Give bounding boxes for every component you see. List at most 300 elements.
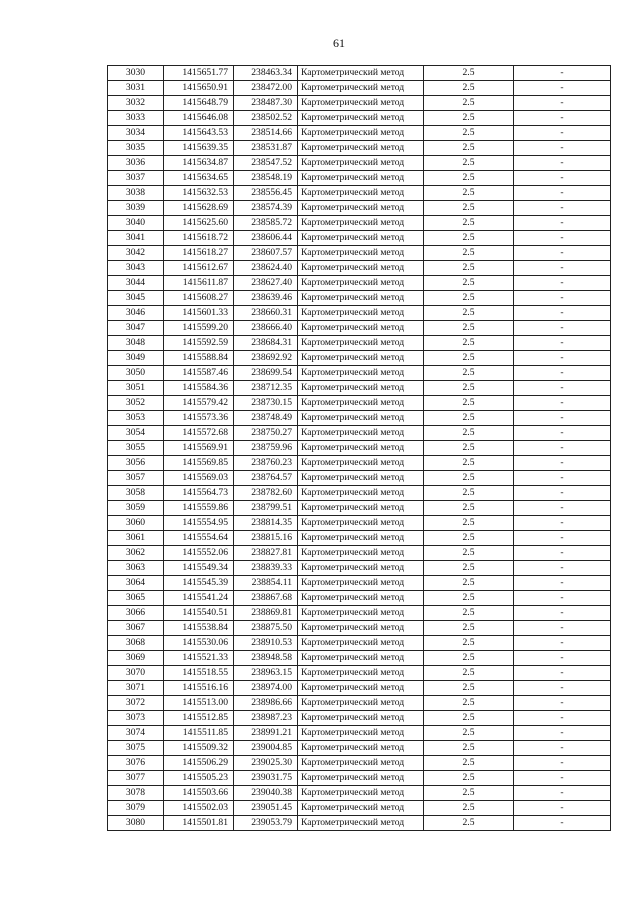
table-row [108,606,611,621]
accuracy-cell: 2.5 [424,156,514,171]
y-coordinate-cell: 238531.87 [234,141,298,156]
point-number-cell: 3067 [108,621,164,636]
method-cell: Картометрический метод [298,261,424,276]
table-row [108,561,611,576]
x-coordinate-cell: 1415612.67 [164,261,234,276]
accuracy-cell: 2.5 [424,651,514,666]
table-row [108,261,611,276]
extra-cell: - [514,516,611,531]
accuracy-cell: 2.5 [424,291,514,306]
x-coordinate-cell: 1415559.86 [164,501,234,516]
y-coordinate-cell: 238699.54 [234,366,298,381]
accuracy-cell: 2.5 [424,216,514,231]
x-coordinate-cell: 1415552.06 [164,546,234,561]
table-row [108,786,611,801]
table-row [108,591,611,606]
table-row [108,456,611,471]
table-row [108,66,611,81]
accuracy-cell: 2.5 [424,681,514,696]
extra-cell: - [514,726,611,741]
method-cell: Картометрический метод [298,636,424,651]
y-coordinate-cell: 238827.81 [234,546,298,561]
extra-cell: - [514,801,611,816]
point-number-cell: 3073 [108,711,164,726]
x-coordinate-cell: 1415569.85 [164,456,234,471]
table-row [108,381,611,396]
extra-cell: - [514,366,611,381]
x-coordinate-cell: 1415573.36 [164,411,234,426]
table-row [108,711,611,726]
method-cell: Картометрический метод [298,546,424,561]
accuracy-cell: 2.5 [424,576,514,591]
x-coordinate-cell: 1415648.79 [164,96,234,111]
x-coordinate-cell: 1415501.81 [164,816,234,831]
method-cell: Картометрический метод [298,216,424,231]
table-row [108,771,611,786]
method-cell: Картометрический метод [298,81,424,96]
point-number-cell: 3061 [108,531,164,546]
extra-cell: - [514,111,611,126]
point-number-cell: 3042 [108,246,164,261]
method-cell: Картометрический метод [298,681,424,696]
y-coordinate-cell: 238764.57 [234,471,298,486]
method-cell: Картометрический метод [298,501,424,516]
method-cell: Картометрический метод [298,666,424,681]
accuracy-cell: 2.5 [424,81,514,96]
table-row [108,411,611,426]
accuracy-cell: 2.5 [424,801,514,816]
x-coordinate-cell: 1415643.53 [164,126,234,141]
accuracy-cell: 2.5 [424,696,514,711]
method-cell: Картометрический метод [298,621,424,636]
y-coordinate-cell: 238692.92 [234,351,298,366]
extra-cell: - [514,276,611,291]
x-coordinate-cell: 1415632.53 [164,186,234,201]
point-number-cell: 3078 [108,786,164,801]
method-cell: Картометрический метод [298,411,424,426]
accuracy-cell: 2.5 [424,246,514,261]
table-row [108,636,611,651]
method-cell: Картометрический метод [298,486,424,501]
accuracy-cell: 2.5 [424,426,514,441]
x-coordinate-cell: 1415511.85 [164,726,234,741]
table-row [108,501,611,516]
point-number-cell: 3060 [108,516,164,531]
accuracy-cell: 2.5 [424,276,514,291]
method-cell: Картометрический метод [298,66,424,81]
method-cell: Картометрический метод [298,471,424,486]
point-number-cell: 3064 [108,576,164,591]
point-number-cell: 3063 [108,561,164,576]
extra-cell: - [514,261,611,276]
accuracy-cell: 2.5 [424,666,514,681]
point-number-cell: 3055 [108,441,164,456]
point-number-cell: 3043 [108,261,164,276]
y-coordinate-cell: 238547.52 [234,156,298,171]
y-coordinate-cell: 238639.46 [234,291,298,306]
extra-cell: - [514,291,611,306]
y-coordinate-cell: 238574.39 [234,201,298,216]
method-cell: Картометрический метод [298,96,424,111]
y-coordinate-cell: 238869.81 [234,606,298,621]
extra-cell: - [514,816,611,831]
x-coordinate-cell: 1415569.91 [164,441,234,456]
table-row [108,801,611,816]
y-coordinate-cell: 238987.23 [234,711,298,726]
point-number-cell: 3036 [108,156,164,171]
method-cell: Картометрический метод [298,336,424,351]
x-coordinate-cell: 1415545.39 [164,576,234,591]
y-coordinate-cell: 238660.31 [234,306,298,321]
point-number-cell: 3045 [108,291,164,306]
y-coordinate-cell: 238487.30 [234,96,298,111]
point-number-cell: 3041 [108,231,164,246]
x-coordinate-cell: 1415599.20 [164,321,234,336]
accuracy-cell: 2.5 [424,816,514,831]
x-coordinate-cell: 1415502.03 [164,801,234,816]
extra-cell: - [514,591,611,606]
point-number-cell: 3053 [108,411,164,426]
y-coordinate-cell: 239051.45 [234,801,298,816]
extra-cell: - [514,171,611,186]
y-coordinate-cell: 238585.72 [234,216,298,231]
table-row [108,426,611,441]
accuracy-cell: 2.5 [424,231,514,246]
y-coordinate-cell: 238815.16 [234,531,298,546]
method-cell: Картометрический метод [298,351,424,366]
extra-cell: - [514,246,611,261]
accuracy-cell: 2.5 [424,756,514,771]
x-coordinate-cell: 1415572.68 [164,426,234,441]
y-coordinate-cell: 238514.66 [234,126,298,141]
x-coordinate-cell: 1415639.35 [164,141,234,156]
x-coordinate-cell: 1415530.06 [164,636,234,651]
point-number-cell: 3079 [108,801,164,816]
method-cell: Картометрический метод [298,516,424,531]
x-coordinate-cell: 1415579.42 [164,396,234,411]
table-row [108,216,611,231]
accuracy-cell: 2.5 [424,186,514,201]
method-cell: Картометрический метод [298,591,424,606]
extra-cell: - [514,441,611,456]
y-coordinate-cell: 238910.53 [234,636,298,651]
accuracy-cell: 2.5 [424,96,514,111]
y-coordinate-cell: 238759.96 [234,441,298,456]
method-cell: Картометрический метод [298,141,424,156]
table-row [108,126,611,141]
coordinates-table-body [108,66,611,831]
x-coordinate-cell: 1415628.69 [164,201,234,216]
extra-cell: - [514,546,611,561]
extra-cell: - [514,336,611,351]
table-row [108,246,611,261]
y-coordinate-cell: 239040.38 [234,786,298,801]
point-number-cell: 3076 [108,756,164,771]
accuracy-cell: 2.5 [424,726,514,741]
point-number-cell: 3039 [108,201,164,216]
x-coordinate-cell: 1415634.87 [164,156,234,171]
point-number-cell: 3049 [108,351,164,366]
table-row [108,231,611,246]
x-coordinate-cell: 1415569.03 [164,471,234,486]
y-coordinate-cell: 239004.85 [234,741,298,756]
method-cell: Картометрический метод [298,156,424,171]
x-coordinate-cell: 1415538.84 [164,621,234,636]
method-cell: Картометрический метод [298,531,424,546]
method-cell: Картометрический метод [298,726,424,741]
x-coordinate-cell: 1415608.27 [164,291,234,306]
y-coordinate-cell: 238867.68 [234,591,298,606]
table-row [108,651,611,666]
method-cell: Картометрический метод [298,246,424,261]
accuracy-cell: 2.5 [424,201,514,216]
extra-cell: - [514,396,611,411]
method-cell: Картометрический метод [298,321,424,336]
method-cell: Картометрический метод [298,381,424,396]
table-row [108,546,611,561]
x-coordinate-cell: 1415509.32 [164,741,234,756]
method-cell: Картометрический метод [298,771,424,786]
accuracy-cell: 2.5 [424,381,514,396]
point-number-cell: 3033 [108,111,164,126]
x-coordinate-cell: 1415587.46 [164,366,234,381]
x-coordinate-cell: 1415506.29 [164,756,234,771]
extra-cell: - [514,411,611,426]
point-number-cell: 3035 [108,141,164,156]
extra-cell: - [514,741,611,756]
y-coordinate-cell: 238814.35 [234,516,298,531]
accuracy-cell: 2.5 [424,471,514,486]
extra-cell: - [514,501,611,516]
table-row [108,351,611,366]
extra-cell: - [514,471,611,486]
method-cell: Картометрический метод [298,186,424,201]
x-coordinate-cell: 1415505.23 [164,771,234,786]
point-number-cell: 3050 [108,366,164,381]
table-row [108,366,611,381]
accuracy-cell: 2.5 [424,261,514,276]
extra-cell: - [514,606,611,621]
point-number-cell: 3047 [108,321,164,336]
point-number-cell: 3034 [108,126,164,141]
method-cell: Картометрический метод [298,786,424,801]
method-cell: Картометрический метод [298,561,424,576]
point-number-cell: 3051 [108,381,164,396]
coordinates-table [107,65,611,831]
table-row [108,576,611,591]
table-row [108,336,611,351]
table-row [108,471,611,486]
accuracy-cell: 2.5 [424,741,514,756]
point-number-cell: 3032 [108,96,164,111]
extra-cell: - [514,381,611,396]
x-coordinate-cell: 1415584.36 [164,381,234,396]
x-coordinate-cell: 1415646.08 [164,111,234,126]
point-number-cell: 3048 [108,336,164,351]
method-cell: Картометрический метод [298,396,424,411]
y-coordinate-cell: 238548.19 [234,171,298,186]
x-coordinate-cell: 1415549.34 [164,561,234,576]
table-row [108,516,611,531]
x-coordinate-cell: 1415512.85 [164,711,234,726]
accuracy-cell: 2.5 [424,441,514,456]
method-cell: Картометрический метод [298,111,424,126]
table-row [108,621,611,636]
table-row [108,666,611,681]
point-number-cell: 3038 [108,186,164,201]
point-number-cell: 3071 [108,681,164,696]
extra-cell: - [514,486,611,501]
x-coordinate-cell: 1415518.55 [164,666,234,681]
table-row [108,291,611,306]
accuracy-cell: 2.5 [424,531,514,546]
table-row [108,696,611,711]
point-number-cell: 3057 [108,471,164,486]
x-coordinate-cell: 1415554.64 [164,531,234,546]
accuracy-cell: 2.5 [424,126,514,141]
y-coordinate-cell: 238839.33 [234,561,298,576]
point-number-cell: 3030 [108,66,164,81]
y-coordinate-cell: 239025.30 [234,756,298,771]
point-number-cell: 3056 [108,456,164,471]
y-coordinate-cell: 239053.79 [234,816,298,831]
extra-cell: - [514,531,611,546]
extra-cell: - [514,756,611,771]
x-coordinate-cell: 1415618.72 [164,231,234,246]
table-row [108,441,611,456]
x-coordinate-cell: 1415611.87 [164,276,234,291]
table-row [108,681,611,696]
x-coordinate-cell: 1415650.91 [164,81,234,96]
accuracy-cell: 2.5 [424,636,514,651]
accuracy-cell: 2.5 [424,786,514,801]
y-coordinate-cell: 238799.51 [234,501,298,516]
table-row [108,171,611,186]
accuracy-cell: 2.5 [424,561,514,576]
extra-cell: - [514,651,611,666]
page-number: 61 [333,36,345,50]
point-number-cell: 3040 [108,216,164,231]
point-number-cell: 3068 [108,636,164,651]
method-cell: Картометрический метод [298,306,424,321]
extra-cell: - [514,666,611,681]
accuracy-cell: 2.5 [424,486,514,501]
accuracy-cell: 2.5 [424,396,514,411]
x-coordinate-cell: 1415516.16 [164,681,234,696]
method-cell: Картометрический метод [298,291,424,306]
y-coordinate-cell: 238948.58 [234,651,298,666]
extra-cell: - [514,321,611,336]
extra-cell: - [514,771,611,786]
table-row [108,816,611,831]
extra-cell: - [514,156,611,171]
extra-cell: - [514,216,611,231]
extra-cell: - [514,201,611,216]
x-coordinate-cell: 1415651.77 [164,66,234,81]
x-coordinate-cell: 1415513.00 [164,696,234,711]
y-coordinate-cell: 238854.11 [234,576,298,591]
method-cell: Картометрический метод [298,651,424,666]
method-cell: Картометрический метод [298,816,424,831]
y-coordinate-cell: 238875.50 [234,621,298,636]
y-coordinate-cell: 238974.00 [234,681,298,696]
point-number-cell: 3052 [108,396,164,411]
method-cell: Картометрический метод [298,441,424,456]
y-coordinate-cell: 238963.15 [234,666,298,681]
accuracy-cell: 2.5 [424,306,514,321]
point-number-cell: 3074 [108,726,164,741]
point-number-cell: 3054 [108,426,164,441]
method-cell: Картометрический метод [298,756,424,771]
y-coordinate-cell: 238986.66 [234,696,298,711]
accuracy-cell: 2.5 [424,141,514,156]
accuracy-cell: 2.5 [424,366,514,381]
extra-cell: - [514,711,611,726]
accuracy-cell: 2.5 [424,171,514,186]
method-cell: Картометрический метод [298,606,424,621]
accuracy-cell: 2.5 [424,111,514,126]
x-coordinate-cell: 1415521.33 [164,651,234,666]
table-row [108,201,611,216]
table-row [108,741,611,756]
point-number-cell: 3046 [108,306,164,321]
table-row [108,276,611,291]
y-coordinate-cell: 238463.34 [234,66,298,81]
accuracy-cell: 2.5 [424,621,514,636]
extra-cell: - [514,66,611,81]
point-number-cell: 3062 [108,546,164,561]
x-coordinate-cell: 1415592.59 [164,336,234,351]
extra-cell: - [514,696,611,711]
table-row [108,141,611,156]
table-row [108,156,611,171]
extra-cell: - [514,81,611,96]
method-cell: Картометрический метод [298,201,424,216]
extra-cell: - [514,126,611,141]
accuracy-cell: 2.5 [424,336,514,351]
table-row [108,726,611,741]
point-number-cell: 3080 [108,816,164,831]
y-coordinate-cell: 238712.35 [234,381,298,396]
y-coordinate-cell: 238666.40 [234,321,298,336]
method-cell: Картометрический метод [298,276,424,291]
accuracy-cell: 2.5 [424,501,514,516]
y-coordinate-cell: 238606.44 [234,231,298,246]
extra-cell: - [514,681,611,696]
extra-cell: - [514,231,611,246]
y-coordinate-cell: 238750.27 [234,426,298,441]
method-cell: Картометрический метод [298,171,424,186]
x-coordinate-cell: 1415634.65 [164,171,234,186]
table-row [108,396,611,411]
y-coordinate-cell: 238627.40 [234,276,298,291]
point-number-cell: 3058 [108,486,164,501]
extra-cell: - [514,786,611,801]
method-cell: Картометрический метод [298,711,424,726]
point-number-cell: 3066 [108,606,164,621]
point-number-cell: 3044 [108,276,164,291]
accuracy-cell: 2.5 [424,516,514,531]
extra-cell: - [514,351,611,366]
x-coordinate-cell: 1415564.73 [164,486,234,501]
y-coordinate-cell: 238730.15 [234,396,298,411]
point-number-cell: 3072 [108,696,164,711]
extra-cell: - [514,621,611,636]
table-row [108,96,611,111]
accuracy-cell: 2.5 [424,321,514,336]
point-number-cell: 3065 [108,591,164,606]
accuracy-cell: 2.5 [424,351,514,366]
